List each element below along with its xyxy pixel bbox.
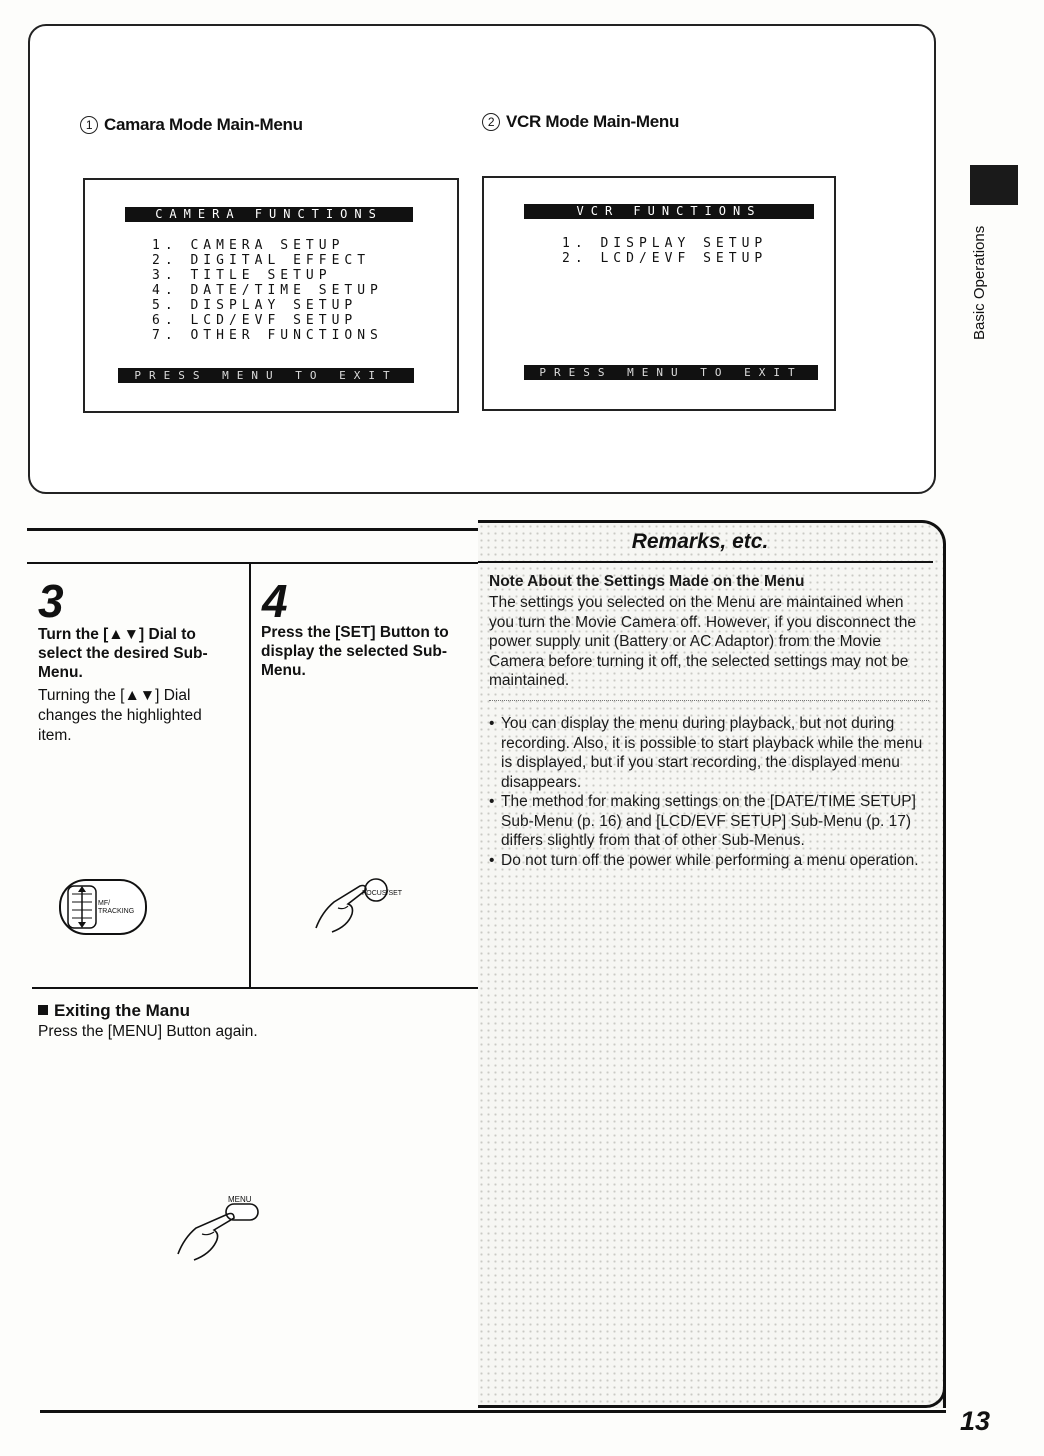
camera-menu-item: 1. CAMERA SETUP [152,238,345,253]
step-4-heading: Press the [SET] Button to display the selected Sub-Menu. [261,624,449,679]
remarks-title: Remarks, etc. [631,530,769,553]
vcr-menu-title-text: VCR Mode Main-Menu [506,112,680,131]
menu-button-label: MENU [228,1195,252,1204]
set-button-label: FOCUS/SET [362,890,403,897]
remark-bullet: • You can display the menu during playback, but not during recording. Also, it is possible to start playback while the menu is displayed, but if you start recording, the displayed menu disappears. [489,714,929,792]
steps-divider [249,564,251,988]
camera-menu-item: 4. DATE/TIME SETUP [152,283,383,298]
steps-top-rule [27,562,479,564]
step-3-body: Turning the [▲▼] Dial changes the highlighted item. [38,687,202,744]
page-bottom-rule [40,1410,946,1413]
vcr-exit-bar: PRESS MENU TO EXIT [524,365,818,380]
camera-exit-bar: PRESS MENU TO EXIT [118,368,414,383]
menu-button-press-icon [170,1198,262,1262]
exiting-menu-heading-text: Exiting the Manu [54,1001,190,1020]
remarks-box-corner [478,1388,946,1408]
dial-label: MF/ TRACKING [98,900,135,915]
square-bullet-icon [38,1005,48,1015]
vcr-menu-title [482,112,679,132]
camera-menu-item: 3. TITLE SETUP [152,268,332,283]
exiting-menu-body: Press the [MENU] Button again. [38,1023,258,1040]
section-label: Basic Operations [971,225,988,340]
step-3-heading: Turn the [▲▼] Dial to select the desired Sub-Menu. [38,626,208,681]
camera-functions-header: CAMERA FUNCTIONS [125,207,413,222]
camera-menu-list [152,238,383,343]
vcr-functions-header: VCR FUNCTIONS [524,204,814,219]
vcr-menu-number: 2 [482,113,500,131]
camera-menu-item: 5. DISPLAY SETUP [152,298,358,313]
vcr-menu-item: 1. DISPLAY SETUP [562,236,768,251]
camera-menu-title [80,115,303,135]
camera-menu-item: 7. OTHER FUNCTIONS [152,328,383,343]
top-rule [27,528,479,531]
camera-menu-title-text: Camara Mode Main-Menu [104,115,303,134]
remarks-title-rule [478,561,933,563]
page-number: 13 [960,1406,991,1436]
section-tab-marker [970,165,1018,205]
step-3-number: 3 [38,575,64,627]
remark-bullet: • Do not turn off the power while performing a menu operation. [489,851,929,871]
camera-menu-item: 2. DIGITAL EFFECT [152,253,371,268]
set-button-press-icon [308,872,388,936]
note-separator [489,700,929,701]
remark-bullet: • The method for making settings on the [DATE/TIME SETUP] Sub-Menu (p. 16) and [LCD/EVF SETUP] Sub-Menu (p. 17) differs slightly from that of other Sub-Menus. [489,792,929,851]
vcr-menu-list [562,236,767,266]
note-body: The settings you selected on the Menu are maintained when you turn the Movie Camera off. However, if you disconnect the power supply unit (Battery or AC Adaptor) from the Movie Camera before turning it off, the selected settings may not be maintained. [489,594,917,689]
camera-menu-number: 1 [80,116,98,134]
remarks-bullets [489,714,929,870]
steps-bottom-rule [32,987,478,989]
vcr-menu-item: 2. LCD/EVF SETUP [562,251,768,266]
exiting-menu-heading [38,1001,190,1021]
camera-menu-item: 6. LCD/EVF SETUP [152,313,358,328]
note-heading: Note About the Settings Made on the Menu [489,573,805,590]
step-4-number: 4 [262,575,288,627]
